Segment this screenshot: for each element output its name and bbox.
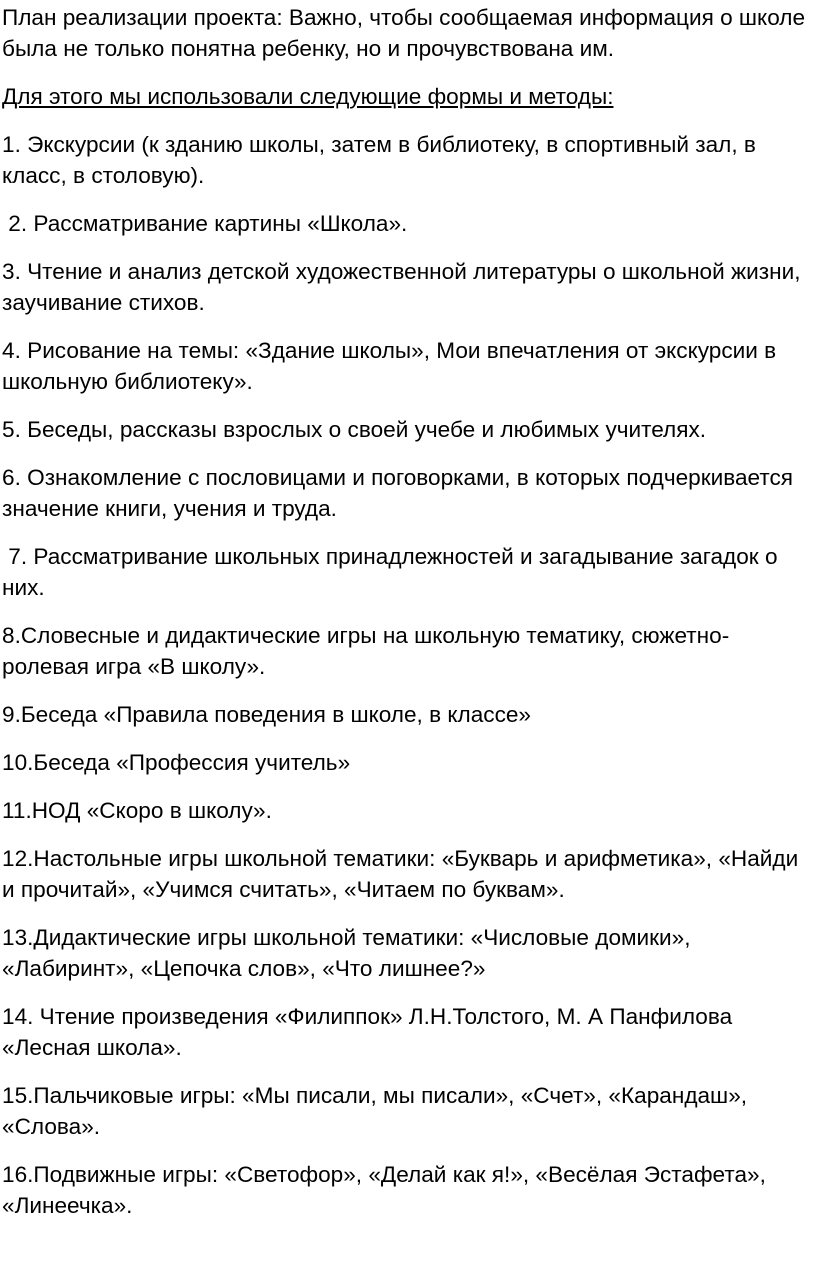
list-item: 10.Беседа «Профессия учитель» <box>2 750 351 775</box>
list-item: 13.Дидактические игры школьной тематики: «Числовые домики», «Лабиринт», «Цепочка слов», «Что лишнее?» <box>2 925 697 981</box>
document-page <box>2 0 814 1221</box>
list-item: 9.Беседа «Правила поведения в школе, в классе» <box>2 702 532 727</box>
list-item: 8.Словесные и дидактические игры на школьную тематику, сюжетно-ролевая игра «В школу». <box>2 623 730 679</box>
intro-paragraph: План реализации проекта: Важно, чтобы сообщаемая информация о школе была не только понятна ребенку, но и прочувствована им. <box>2 5 812 61</box>
list-item: 11.НОД «Скоро в школу». <box>2 798 272 823</box>
list-item: 15.Пальчиковые игры: «Мы писали, мы писали», «Счет», «Карандаш», «Слова». <box>2 1083 754 1139</box>
methods-subheading: Для этого мы использовали следующие формы и методы: <box>2 84 614 109</box>
list-item: 2. Рассматривание картины «Школа». <box>2 211 408 236</box>
list-item: 6. Ознакомление с пословицами и поговорками, в которых подчеркивается значение книги, учения и труда. <box>2 465 800 521</box>
list-item: 4. Рисование на темы: «Здание школы», Мои впечатления от экскурсии в школьную библиотеку». <box>2 338 783 394</box>
list-item: 7. Рассматривание школьных принадлежностей и загадывание загадок о них. <box>2 544 784 600</box>
list-item: 16.Подвижные игры: «Светофор», «Делай как я!», «Весёлая Эстафета», «Линеечка». <box>2 1162 773 1218</box>
list-item: 14. Чтение произведения «Филиппок» Л.Н.Толстого, М. А Панфилова «Лесная школа». <box>2 1004 739 1060</box>
list-item: 3. Чтение и анализ детской художественной литературы о школьной жизни, заучивание стихов. <box>2 259 807 315</box>
list-item: 12.Настольные игры школьной тематики: «Букварь и арифметика», «Найди и прочитай», «Учимся считать», «Читаем по буквам». <box>2 846 805 902</box>
list-item: 5. Беседы, рассказы взрослых о своей учебе и любимых учителях. <box>2 417 707 442</box>
list-item: 1. Экскурсии (к зданию школы, затем в библиотеку, в спортивный зал, в класс, в столовую). <box>2 132 763 188</box>
